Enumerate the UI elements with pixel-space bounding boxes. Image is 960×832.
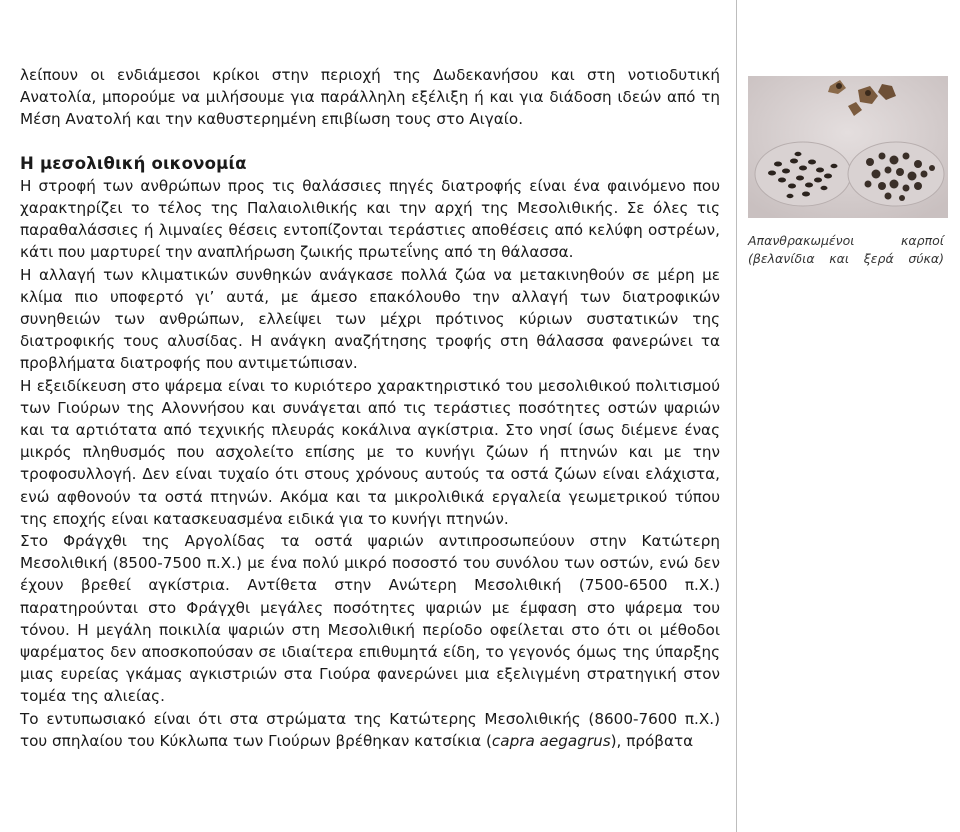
paragraph-3: Η εξειδίκευση στο ψάρεμα είναι το κυριότερο χαρακτηριστικό του μεσολιθικού πολιτισμού των Γιούρων της Αλοννήσου και συνάγεται από τις τεράστιες ποσότητες οστών ψαριών και τα αρτιότατα από τεχνικής πλευράς κοκάλινα αγκίστρια. Στο νησί ίσως διέμενε ένας μικρός πληθυσμός που ασχολείτο επίσης με το κυνήγι ζώων ή πτηνών και με την τροφοσυλλογή. Δεν είναι τυχαίο ότι στους χρόνους αυτούς τα οστά ζώων είναι ελάχιστα, ενώ αφθονούν τα οστά πτηνών. Ακόμα και τα μικρολιθικά εργαλεία γεωμετρικού τύπου της εποχής είναι κατασκευασμένα ειδικά για το κυνήγι πτηνών. xyxy=(20,376,720,528)
intro-paragraph: λείπουν οι ενδιάμεσοι κρίκοι στην περιοχή της Δωδεκανήσου και στη νοτιοδυτική Ανατολία, μπορούμε να μιλήσουμε για παράλληλη εξέλιξη ή και για διάδοση ιδεών από τη Μέση Ανατολή και την καθυστερημένη επιβίωση τους στο Αιγαίο. xyxy=(20,66,720,129)
article-body xyxy=(20,64,720,752)
section-heading: Η μεσολιθική οικονομία xyxy=(20,153,247,173)
photo-caption: Απανθρακωμένοι καρποί (βελανίδια και ξερά σύκα) xyxy=(748,233,944,266)
species-name: capra aegagrus xyxy=(491,731,611,750)
charred-fruits-photo xyxy=(748,76,948,218)
paragraph-1: Η στροφή των ανθρώπων προς τις θαλάσσιες πηγές διατροφής είναι ένα φαινόμενο που χαρακτηρίζει το τέλος της Παλαιολιθικής και την αρχή της Μεσολιθικής. Σε όλες τις παραθαλάσσιες ή λιμναίες θέσεις εντοπίζονται τεράστιες αποθέσεις από κελύφη οστρέων, κάτι που μαρτυρεί την αναπλήρωση ζωικής πρωτεΐνης από τη θάλασσα. xyxy=(20,176,720,262)
margin-divider xyxy=(736,0,737,832)
paragraph-5-end: ), πρόβατα xyxy=(610,731,694,750)
paragraph-5 xyxy=(20,708,720,752)
paragraph-5-start: Το εντυπωσιακό είναι ότι στα στρώματα της Κατώτερης Μεσολιθικής (8600-7600 π.Χ.) του σπηλαίου του Κύκλωπα των Γιούρων βρέθηκαν κατσίκια ( xyxy=(20,709,720,750)
paragraph-4: Στο Φράγχθι της Αργολίδας τα οστά ψαριών αντιπροσωπεύουν στην Κατώτερη Μεσολιθική (8500-7500 π.Χ.) με ένα πολύ μικρό ποσοστό του συνόλου των οστών, ενώ δεν έχουν βρεθεί αγκίστρια. Αντίθετα στην Ανώτερη Μεσολιθική (7500-6500 π.Χ.) παρατηρούνται στο Φράγχθι μεγάλες ποσότητες ψαριών με έμφαση στο ψάρεμα του τόνου. Η μεγάλη ποικιλία ψαριών στη Μεσολιθική περίοδο οφείλεται στο ότι οι μέθοδοι ψαρέματος δεν αποσκοπούσαν σε ιδιαίτερα επιθυμητά είδη, το γεγονός όμως της ύπαρξης μιας ευρείας γκάμας αγκιστριών στα Γιούρα φανερώνει μια εξελιγμένη στρατηγική στον τομέα της αλιείας. xyxy=(20,532,720,706)
paragraph-2: Η αλλαγή των κλιματικών συνθηκών ανάγκασε πολλά ζώα να μετακινηθούν σε μέρη με κλίμα πιο υποφερτό γι’ αυτά, με άμεσο επακόλουθο την αλλαγή των διατροφικών συνηθειών των ανθρώπων, ελλείψει των μέχρι πρότινος κύριων συστατικών της διατροφικής τους αλυσίδας. Η ανάγκη αναζήτησης τροφής στη θάλασσα φανερώνει τα προβλήματα διατροφής που αντιμετώπισαν. xyxy=(20,265,720,373)
